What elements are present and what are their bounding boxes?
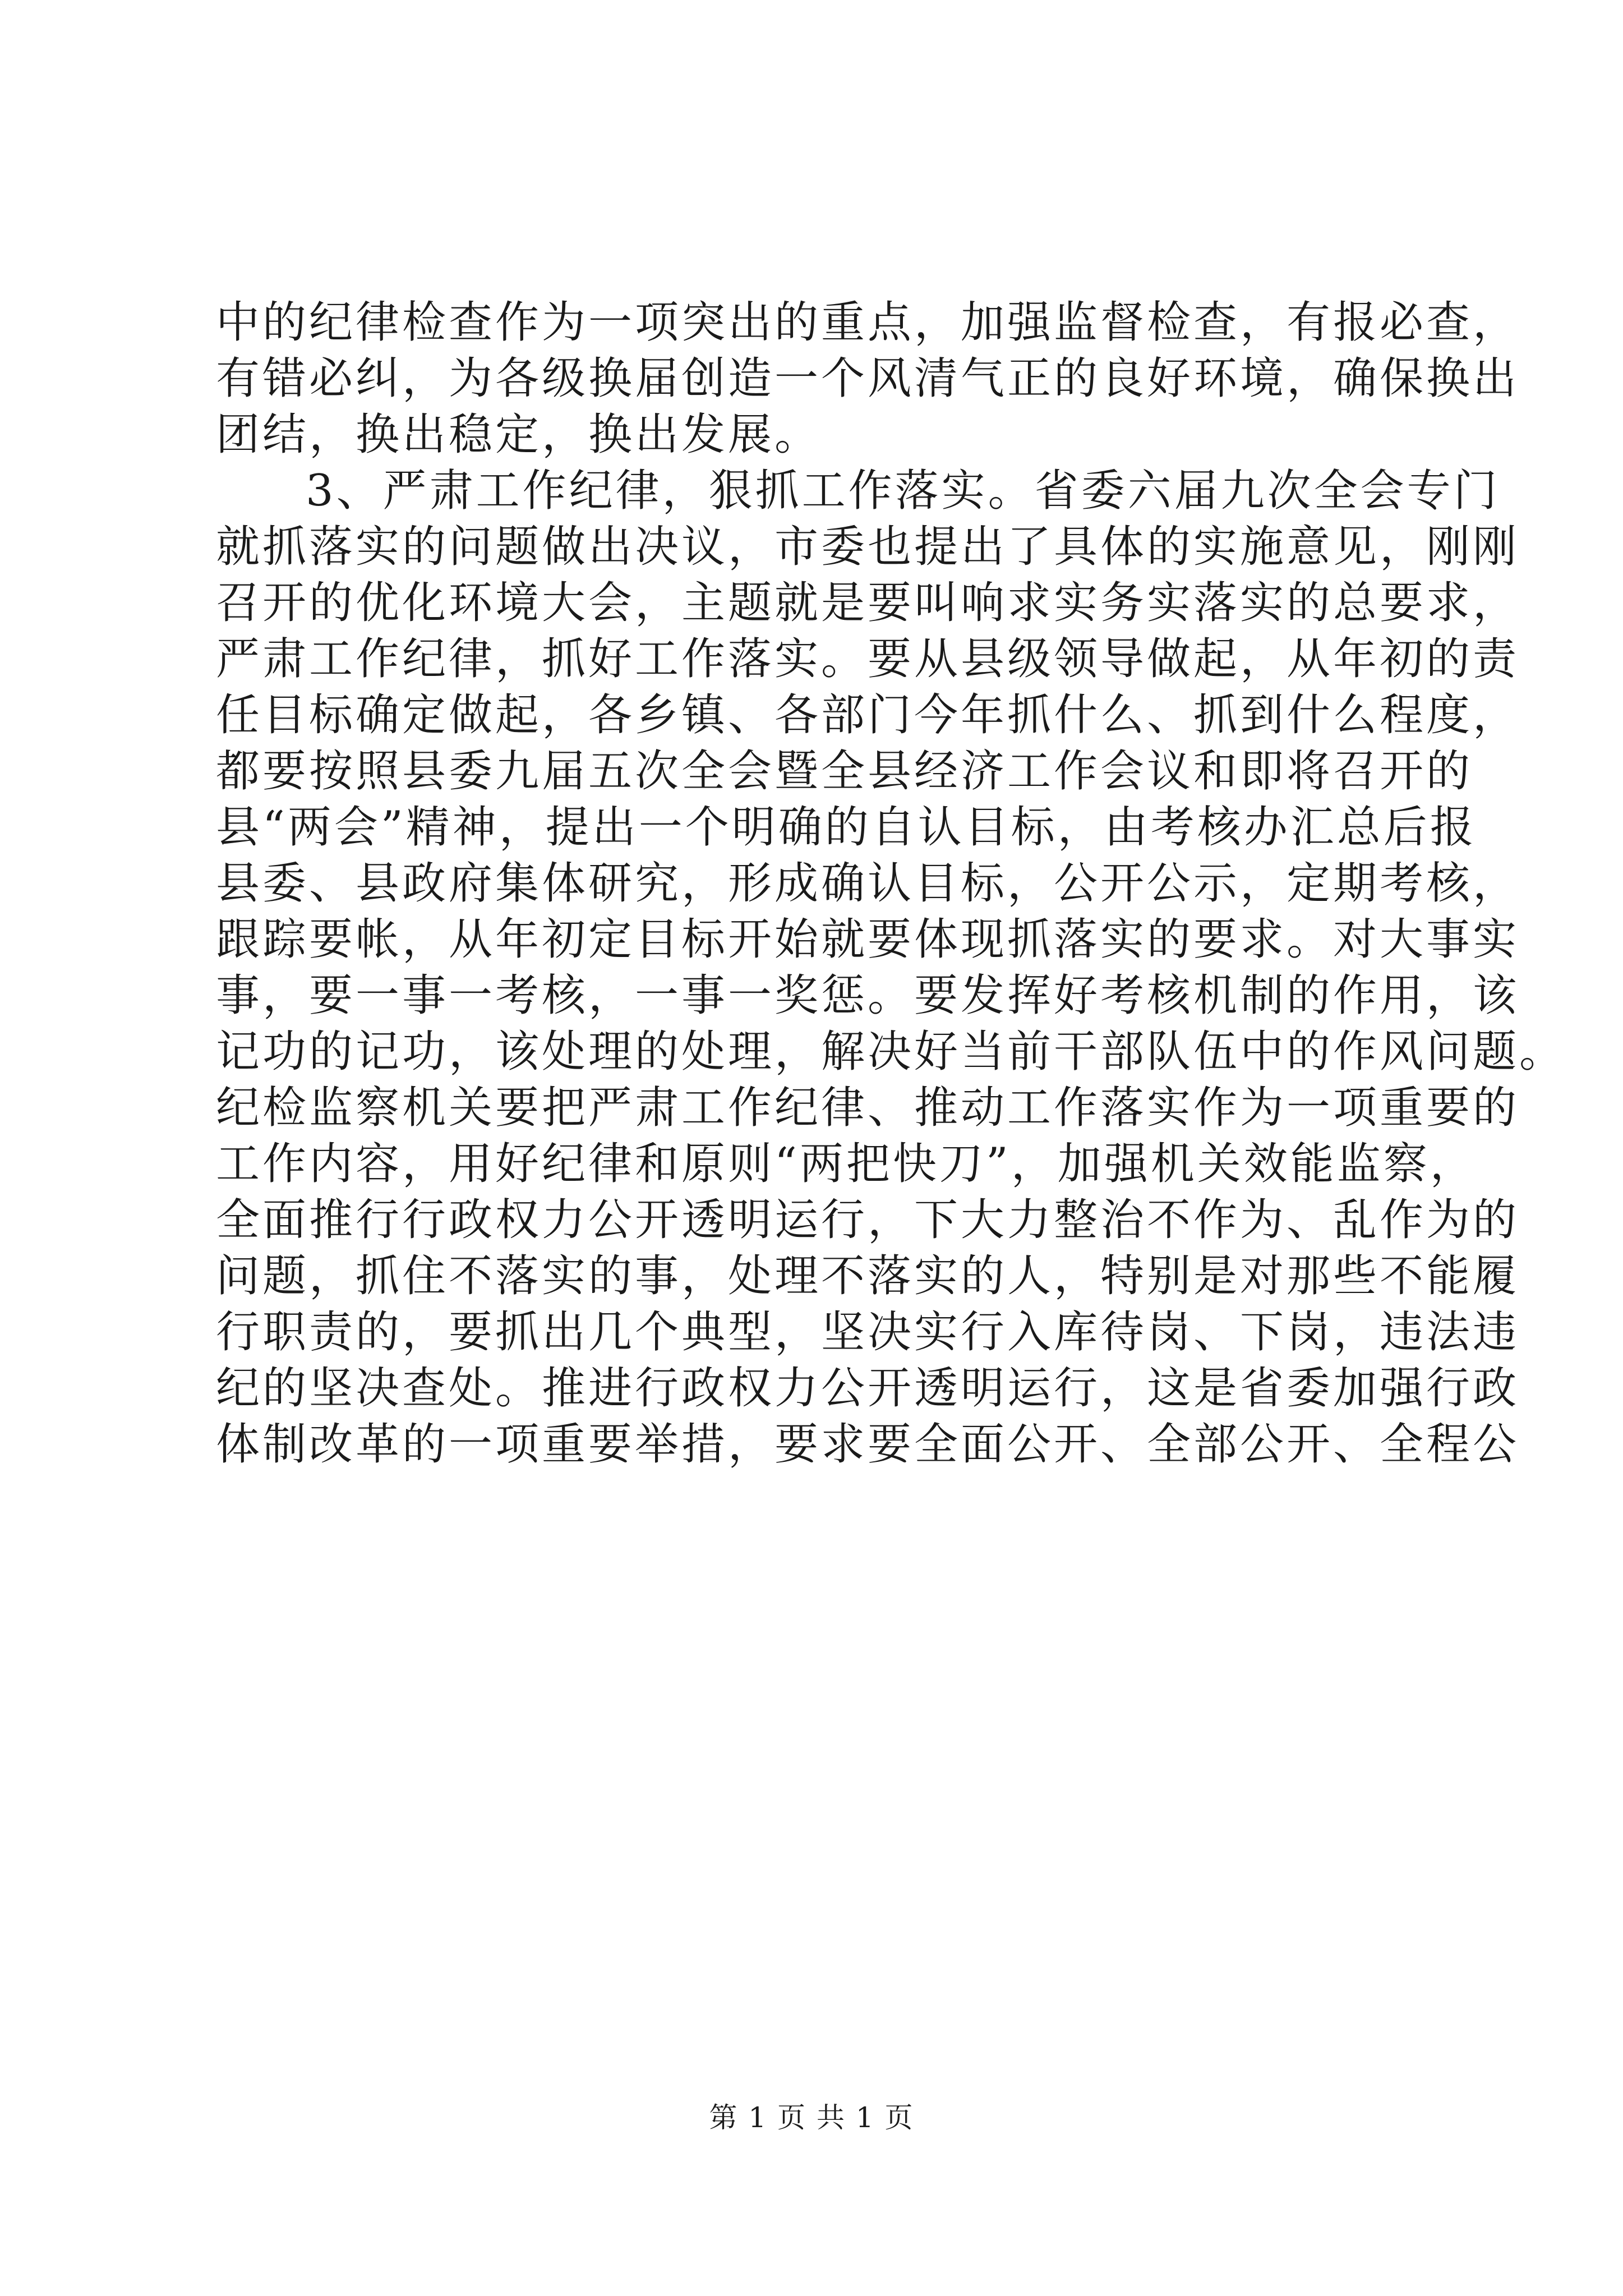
text-line: 有错必纠，为各级换届创造一个风清气正的良好环境，确保换出: [216, 353, 1520, 404]
text-line: 严肃工作纪律，抓好工作落实。要从县级领导做起，从年初的责: [216, 634, 1520, 684]
text-line: 都要按照县委九届五次全会暨全县经济工作会议和即将召开的: [216, 746, 1473, 797]
text-line: 纪的坚决查处。推进行政权力公开透明运行，这是省委加强行政: [216, 1363, 1520, 1414]
page-number: 第 1 页 共 1 页: [709, 2101, 914, 2134]
text-line: 召开的优化环境大会，主题就是要叫响求实务实落实的总要求，: [216, 578, 1520, 628]
text-line: 就抓落实的问题做出决议，市委也提出了具体的实施意见，刚刚: [216, 522, 1520, 572]
text-line: 县“两会”精神，提出一个明确的自认目标，由考核办汇总后报: [216, 802, 1477, 853]
document-body: [216, 295, 1566, 1473]
text-line: 体制改革的一项重要举措，要求要全面公开、全部公开、全程公: [216, 1419, 1520, 1470]
text-line: 纪检监察机关要把严肃工作纪律、推动工作落实作为一项重要的: [216, 1083, 1520, 1133]
text-line: 事，要一事一考核，一事一奖惩。要发挥好考核机制的作用，该: [216, 970, 1520, 1021]
text-line: 中的纪律检查作为一项突出的重点，加强监督检查，有报必查，: [216, 297, 1520, 348]
text-line: 记功的记功，该处理的处理，解决好当前干部队伍中的作风问题。: [216, 1027, 1566, 1077]
text-line: 跟踪要帐，从年初定目标开始就要体现抓落实的要求。对大事实: [216, 914, 1520, 965]
text-line: 行职责的，要抓出几个典型，坚决实行入库待岗、下岗，违法违: [216, 1307, 1520, 1358]
text-line: 工作内容，用好纪律和原则“两把快刀”，加强机关效能监察，: [216, 1139, 1477, 1189]
page-footer: [0, 2101, 1623, 2134]
text-line: 3、严肃工作纪律，狠抓工作落实。省委六届九次全会专门: [306, 466, 1500, 516]
text-line: 团结，换出稳定，换出发展。: [216, 409, 822, 460]
text-line: 任目标确定做起，各乡镇、各部门今年抓什么、抓到什么程度，: [216, 690, 1520, 740]
text-line: 县委、县政府集体研究，形成确认目标，公开公示，定期考核，: [216, 858, 1520, 909]
text-line: 问题，抓住不落实的事，处理不落实的人，特别是对那些不能履: [216, 1251, 1520, 1301]
text-line: 全面推行行政权力公开透明运行，下大力整治不作为、乱作为的: [216, 1195, 1520, 1245]
